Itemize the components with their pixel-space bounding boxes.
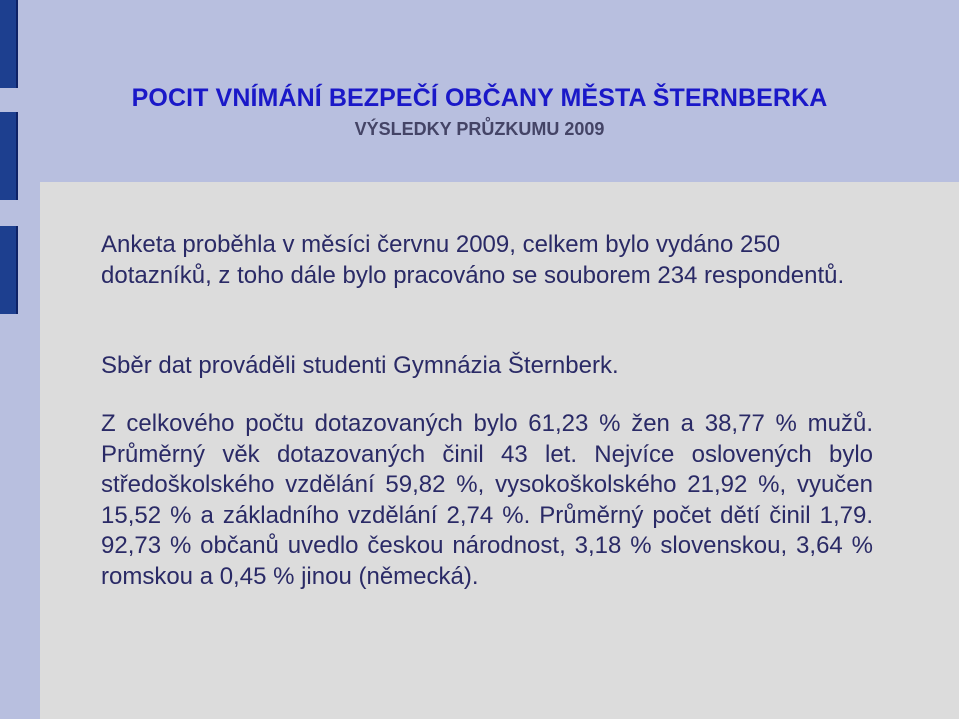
slide-subtitle: VÝSLEDKY PRŮZKUMU 2009 (354, 119, 605, 139)
paragraph-demographics: Z celkového počtu dotazovaných bylo 61,23 % žen a 38,77 % mužů. Průměrný věk dotazovaných činil 43 let. Nejvíce oslovených bylo středoškolského vzdělání 59,82 %, vysokoškolského 21,92 %, vyučen 15,52 % a základního vzdělání 2,74 %. Průměrný počet dětí činil 1,79. 92,73 % občanů uvedlo českou národnost, 3,18 % slovenskou, 3,64 % romskou a 0,45 % jinou (německá). (101, 410, 873, 590)
paragraph-data-collection: Sběr dat prováděli studenti Gymnázia Šternberk. (101, 352, 619, 379)
left-decor-bar-bottom (0, 226, 18, 314)
left-decor-bar-top (0, 0, 18, 88)
slide-title: POCIT VNÍMÁNÍ BEZPEČÍ OBČANY MĚSTA ŠTERNBERKA (131, 84, 828, 112)
paragraph-survey-info: Anketa proběhla v měsíci červnu 2009, celkem bylo vydáno 250 dotazníků, z toho dále bylo pracováno se souborem 234 respondentů. (101, 231, 845, 289)
